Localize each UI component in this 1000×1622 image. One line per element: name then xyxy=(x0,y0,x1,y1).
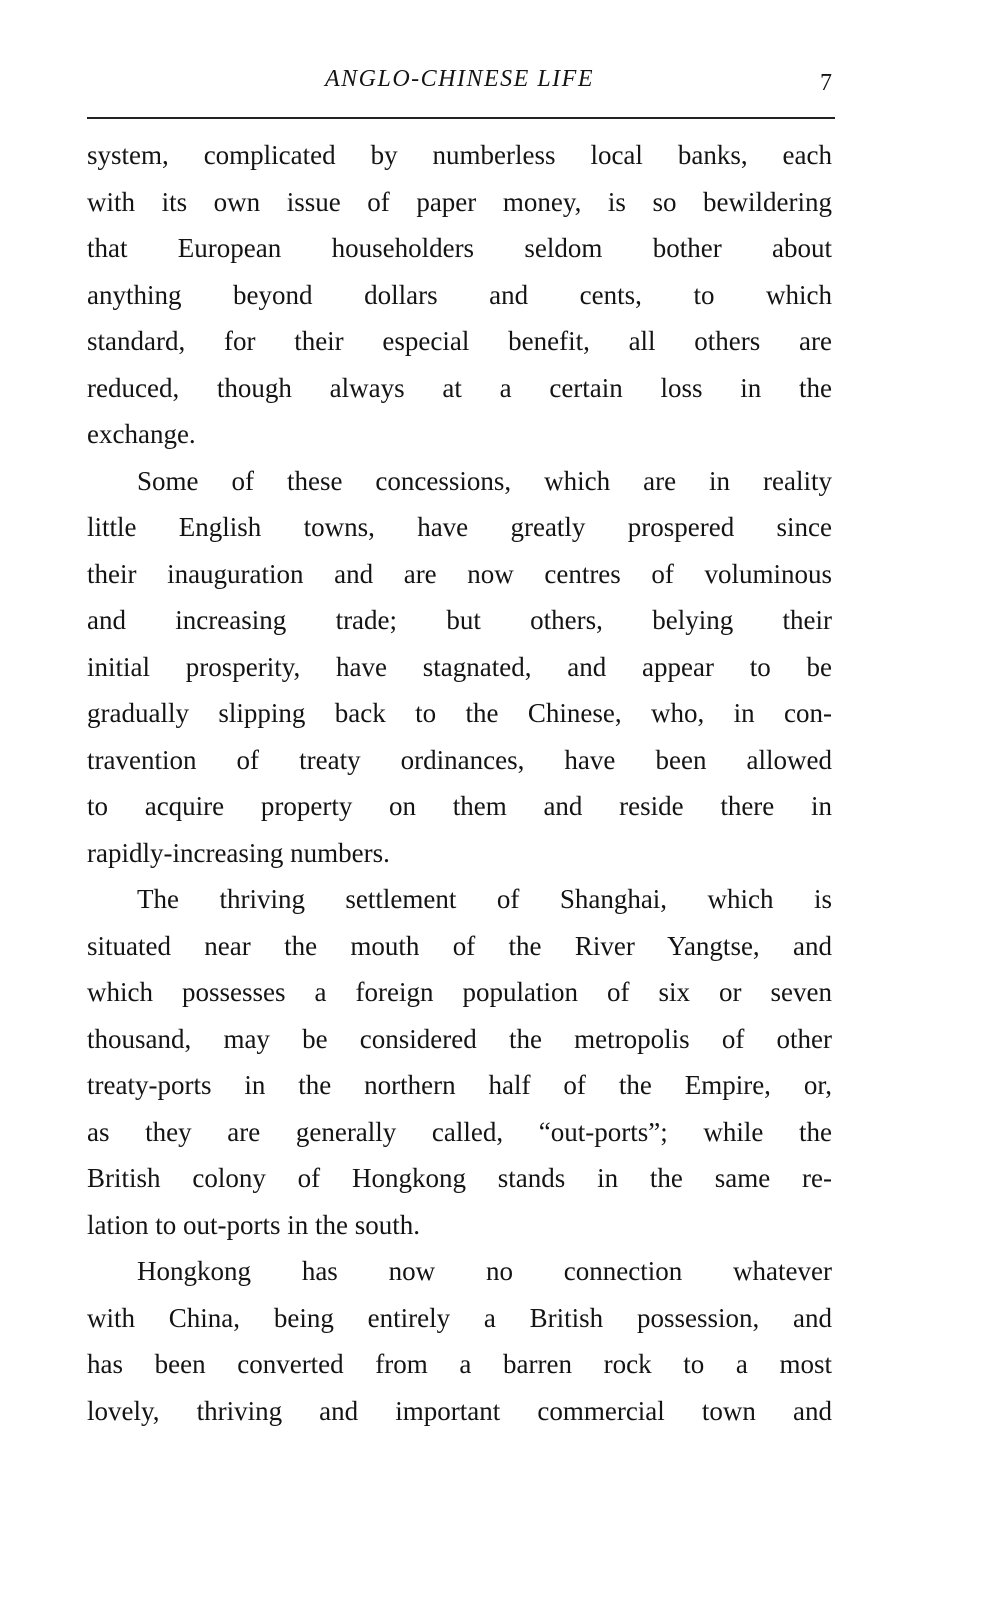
text-line: Hongkong has now no connection whatever xyxy=(137,1256,832,1286)
text-line: to acquire property on them and reside there in xyxy=(87,791,832,821)
text-line: exchange. xyxy=(87,419,196,449)
text-line: gradually slipping back to the Chinese, who, in con- xyxy=(87,698,832,728)
text-line: lovely, thriving and important commercial town and xyxy=(87,1395,832,1426)
text-line: and increasing trade; but others, belying their xyxy=(87,605,832,635)
text-line: with China, being entirely a British possession, and xyxy=(87,1302,832,1333)
text-line: Some of these concessions, which are in reality xyxy=(137,465,832,496)
text-line: with its own issue of paper money, is so bewildering xyxy=(87,186,832,217)
paragraph xyxy=(87,876,832,1248)
header-rule xyxy=(87,117,835,119)
text-line: system, complicated by numberless local banks, each xyxy=(87,140,832,170)
text-line: lation to out-ports in the south. xyxy=(87,1209,420,1240)
text-line: anything beyond dollars and cents, to which xyxy=(87,279,832,310)
running-title: ANGLO-CHINESE LIFE xyxy=(325,66,594,92)
text-line: reduced, though always at a certain loss in the xyxy=(87,372,832,403)
paragraph xyxy=(87,132,832,458)
page-number: 7 xyxy=(820,70,832,96)
paragraph xyxy=(87,458,832,877)
text-line: travention of treaty ordinances, have been allowed xyxy=(87,744,832,775)
paragraph xyxy=(87,1248,832,1434)
text-line: which possesses a foreign population of six or seven xyxy=(87,977,832,1007)
text-line: standard, for their especial benefit, all others are xyxy=(87,326,832,356)
text-line: British colony of Hongkong stands in the same re- xyxy=(87,1163,832,1193)
text-line: their inauguration and are now centres of voluminous xyxy=(87,558,832,589)
body-text xyxy=(87,132,832,1434)
text-line: situated near the mouth of the River Yangtse, and xyxy=(87,930,832,961)
text-line: initial prosperity, have stagnated, and appear to be xyxy=(87,651,832,682)
text-line: little English towns, have greatly prospered since xyxy=(87,512,832,542)
text-line: as they are generally called, “out-ports”; while the xyxy=(87,1116,832,1147)
page-header xyxy=(87,66,832,106)
text-line: that European householders seldom bother about xyxy=(87,233,832,263)
text-line: thousand, may be considered the metropolis of other xyxy=(87,1023,832,1054)
text-line: has been converted from a barren rock to a most xyxy=(87,1349,832,1379)
text-line: treaty-ports in the northern half of the Empire, or, xyxy=(87,1070,832,1100)
text-line: rapidly-increasing numbers. xyxy=(87,837,390,868)
text-line: The thriving settlement of Shanghai, which is xyxy=(137,884,832,914)
